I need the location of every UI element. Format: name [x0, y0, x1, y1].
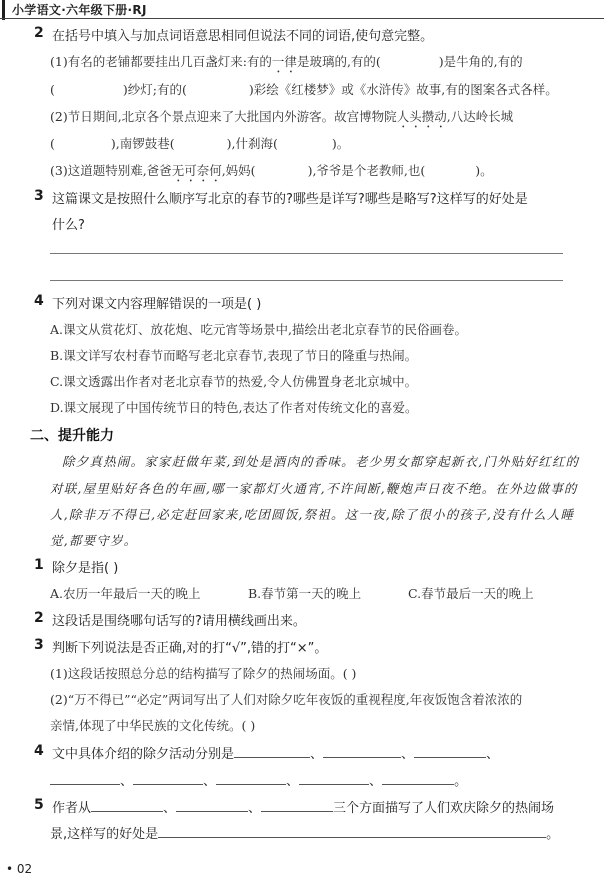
p4-sep-4: 、	[120, 774, 134, 789]
q4-option-a[interactable]: A.课文从赏花灯、放花炮、吃元宵等场景中,描绘出老北京春节的民俗画卷。	[50, 322, 467, 337]
p1-option-b[interactable]: B.春节第一天的晚上	[248, 586, 362, 601]
p4-blank-8[interactable]	[382, 770, 454, 785]
q2-item1-dotted-word: 一律	[271, 54, 297, 69]
p4-blank-1[interactable]	[234, 743, 310, 758]
p5-sep-1: 、	[163, 801, 177, 816]
p4-sep-1: 、	[310, 747, 324, 762]
p5-line2	[50, 823, 559, 842]
q3-prompt-line2: 什么?	[52, 218, 85, 233]
p5-blank-3[interactable]	[261, 797, 333, 812]
section2-title: 二、提升能力	[30, 428, 114, 444]
p4-sep-6: 、	[286, 774, 300, 789]
q2-item3-text-a: (3)这道题特别难,爸爸	[50, 163, 172, 178]
q3-number: 3	[34, 188, 44, 204]
q3-prompt-line1: 这篇课文是按照什么顺序写北京的春节的?哪些是详写?哪些是略写?这样写的好处是	[52, 192, 528, 207]
q2-item2-text-a: (2)节日期间,北京各个景点迎来了大批国内外游客。故宫博物院	[50, 109, 397, 124]
q2-item2-text-b2: ),南锣鼓巷(	[110, 136, 175, 151]
q2-item3-text-b: ,妈妈(	[221, 163, 256, 178]
p3-item2-line1: (2)“万不得已”“必定”两词写出了人们对除夕吃年夜饭的重视程度,年夜饭饱含着浓浓的	[50, 692, 523, 707]
p3-item2-line2[interactable]: 亲情,体现了中华民族的文化传统。( )	[50, 718, 256, 733]
q2-item3-dotted-word: 无可奈何	[171, 163, 222, 178]
q2-item1-text-e: )彩绘《红楼梦》或《水浒传》故事,有的图案各式各样。	[248, 82, 558, 97]
p4-sep-7: 、	[369, 774, 383, 789]
p5-blank-1[interactable]	[91, 797, 163, 812]
header-title: 小学语文·六年级下册·RJ	[12, 3, 147, 17]
passage-line-3: 人,除非万不得已,必定赶回家来,吃团圆饭,祭祖。这一夜,除了很小的孩子,没有什么人睡	[50, 507, 575, 522]
q4-option-c[interactable]: C.课文透露出作者对老北京春节的热爱,令人仿佛置身老北京城中。	[50, 374, 418, 389]
q2-item2-line2	[50, 134, 349, 152]
p5-number: 5	[34, 797, 44, 813]
p4-blank-5[interactable]	[133, 770, 203, 785]
p4-line2	[50, 770, 467, 789]
p4-number: 4	[34, 743, 44, 759]
p4-prompt: 文中具体介绍的除夕活动分别是	[52, 747, 235, 762]
q4-option-d[interactable]: D.课文展现了中国传统节日的特色,表达了作者对传统文化的喜爱。	[50, 400, 418, 415]
p3-number: 3	[34, 637, 44, 653]
q2-number: 2	[34, 25, 44, 41]
p4-blank-2[interactable]	[323, 743, 401, 758]
q4-prompt: 下列对课文内容理解错误的一项是( )	[52, 297, 262, 312]
p5-prefix: 作者从	[52, 801, 92, 816]
p4-blank-4[interactable]	[50, 770, 120, 785]
q2-item2-line1	[50, 107, 513, 131]
q2-item2-text-d: )。	[331, 136, 350, 151]
q2-item2-dotted-word: 人头攒动	[396, 109, 447, 124]
q2-item1-text-b: 是玻璃的,有的(	[296, 54, 381, 69]
q2-item3-line	[50, 161, 493, 185]
p5-blank-4[interactable]	[158, 823, 546, 838]
q2-item2-paren-open: (	[50, 136, 55, 151]
p5-end: 。	[546, 827, 560, 842]
page-number: • 02	[6, 862, 33, 876]
q2-item1-text-a: (1)有名的老铺都要挂出几百盏灯来:有的	[50, 54, 272, 69]
p5-blank-2[interactable]	[176, 797, 248, 812]
q2-item1-text-c: )是牛角的,有的	[438, 54, 523, 69]
p4-sep-3: 、	[486, 747, 500, 762]
p1-prompt: 除夕是指( )	[52, 561, 119, 576]
p4-line1	[52, 743, 499, 762]
q3-answer-line-1[interactable]	[50, 253, 563, 254]
q2-item1-line2	[50, 80, 558, 98]
p2-prompt: 这段话是围绕哪句话写的?请用横线画出来。	[52, 614, 306, 629]
p4-sep-5: 、	[203, 774, 217, 789]
q2-item1-text-d: )纱灯;有的(	[122, 82, 187, 97]
p4-end: 。	[454, 774, 468, 789]
p3-prompt: 判断下列说法是否正确,对的打“√”,错的打“×”。	[52, 641, 328, 656]
q2-item2-text-b: ,八达岭长城	[446, 109, 514, 124]
q3-answer-line-2[interactable]	[50, 280, 563, 281]
p3-item1[interactable]: (1)这段话按照总分总的结构描写了除夕的热闹场面。( )	[50, 666, 357, 681]
p4-blank-3[interactable]	[414, 743, 486, 758]
passage-line-4: 觉,都要守岁。	[50, 533, 138, 548]
passage-line-1: 除夕真热闹。家家赶做年菜,到处是酒肉的香味。老少男女都穿起新衣,门外贴好红红的	[62, 454, 580, 469]
p1-option-c[interactable]: C.春节最后一天的晚上	[408, 586, 534, 601]
p5-mid: 三个方面描写了人们欢庆除夕的热闹场	[333, 801, 555, 816]
q4-number: 4	[34, 293, 44, 309]
p1-number: 1	[34, 557, 44, 573]
p5-sep-2: 、	[248, 801, 262, 816]
q2-item3-text-c: ),爷爷是个老教师,也(	[307, 163, 426, 178]
p4-blank-7[interactable]	[299, 770, 369, 785]
q2-item1-line1	[50, 52, 523, 76]
p5-line1	[52, 797, 554, 816]
q2-item1-paren-open: (	[50, 82, 55, 97]
p2-number: 2	[34, 610, 44, 626]
q2-item2-text-c: ),什刹海(	[226, 136, 278, 151]
p4-blank-6[interactable]	[216, 770, 286, 785]
p5-line2-prefix: 景,这样写的好处是	[50, 827, 159, 842]
q2-prompt: 在括号中填入与加点词语意思相同但说法不同的词语,使句意完整。	[52, 29, 434, 44]
p4-sep-2: 、	[401, 747, 415, 762]
q2-item3-text-d: )。	[475, 163, 493, 178]
passage-line-2: 对联,屋里贴好各色的年画,哪一家都灯火通宵,不许间断,鞭炮声日夜不绝。在外边做事的	[50, 481, 578, 496]
q4-option-b[interactable]: B.课文详写农村春节而略写老北京春节,表现了节日的隆重与热闹。	[50, 348, 418, 363]
p1-option-a[interactable]: A.农历一年最后一天的晚上	[50, 586, 201, 601]
